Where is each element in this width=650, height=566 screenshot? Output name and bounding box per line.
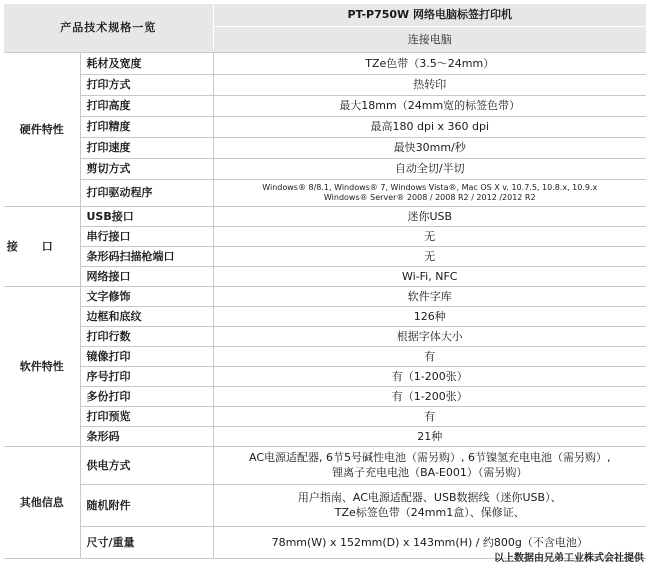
table-row (4, 137, 646, 158)
header-row (4, 4, 646, 26)
table-row (4, 346, 646, 366)
row-label: 供电方式 (80, 446, 213, 484)
row-label: 网络接口 (80, 266, 213, 286)
row-label: 文字修饰 (80, 286, 213, 306)
table-row (4, 426, 646, 446)
row-label: 串行接口 (80, 226, 213, 246)
row-label: 多份打印 (80, 386, 213, 406)
row-value: 自动全切/半切 (213, 158, 646, 179)
row-value (213, 484, 646, 526)
connection-title: 连接电脑 (213, 26, 646, 52)
table-row (4, 286, 646, 306)
row-label: 随机附件 (80, 484, 213, 526)
row-value: 无 (213, 226, 646, 246)
row-value: 有 (213, 406, 646, 426)
table-row (4, 74, 646, 95)
power-line: AC电源适配器, 6节5号碱性电池（需另购）, 6节镍氢充电电池（需另购）, (249, 451, 611, 464)
row-label: 打印方式 (80, 74, 213, 95)
table-row (4, 116, 646, 137)
row-label: 打印速度 (80, 137, 213, 158)
table-row (4, 484, 646, 526)
row-value: 根据字体大小 (213, 326, 646, 346)
row-label: 序号打印 (80, 366, 213, 386)
table-row (4, 179, 646, 206)
row-value: 有（1-200张） (213, 386, 646, 406)
driver-line: Windows® 8/8.1, Windows® 7, Windows Vista®, Mac OS X v. 10.7.5, 10.8.x, 10.9.x (262, 182, 598, 192)
row-value: 热转印 (213, 74, 646, 95)
row-label: USB接口 (80, 206, 213, 226)
row-label: 打印精度 (80, 116, 213, 137)
row-value: 无 (213, 246, 646, 266)
row-label: 条形码 (80, 426, 213, 446)
category-hardware: 硬件特性 (4, 52, 80, 206)
table-row (4, 446, 646, 484)
spec-table (4, 4, 646, 559)
table-row (4, 52, 646, 74)
row-label: 打印高度 (80, 95, 213, 116)
row-value: 迷你USB (213, 206, 646, 226)
row-label: 耗材及宽度 (80, 52, 213, 74)
row-label: 剪切方式 (80, 158, 213, 179)
row-value: TZe色带（3.5～24mm） (213, 52, 646, 74)
table-row (4, 226, 646, 246)
row-value: 软件字库 (213, 286, 646, 306)
row-value: 最快30mm/秒 (213, 137, 646, 158)
row-value: 126种 (213, 306, 646, 326)
table-row (4, 266, 646, 286)
row-value: 有（1-200张） (213, 366, 646, 386)
table-row (4, 95, 646, 116)
accessory-line: TZe标签色带（24mm1盒）、保修证、 (334, 506, 525, 519)
row-label: 打印行数 (80, 326, 213, 346)
category-other: 其他信息 (4, 446, 80, 558)
table-row (4, 386, 646, 406)
row-value: 最高180 dpi x 360 dpi (213, 116, 646, 137)
table-row (4, 326, 646, 346)
row-label: 镜像打印 (80, 346, 213, 366)
model-title: PT-P750W 网络电脑标签打印机 (213, 4, 646, 26)
row-value: 最大18mm（24mm宽的标签色带） (213, 95, 646, 116)
table-row (4, 406, 646, 426)
row-value: 78mm(W) x 152mm(D) x 143mm(H) / 约800g（不含电池） (213, 526, 646, 558)
row-value (213, 446, 646, 484)
row-value: 21种 (213, 426, 646, 446)
row-label: 条形码扫描枪端口 (80, 246, 213, 266)
row-label: 打印预览 (80, 406, 213, 426)
power-line: 锂离子充电电池（BA-E001）（需另购） (332, 466, 528, 479)
table-row (4, 366, 646, 386)
source-note: 以上数据由兄弟工业株式会社提供 (494, 553, 644, 564)
table-row (4, 206, 646, 226)
driver-line: Windows® Server® 2008 / 2008 R2 / 2012 /2012 R2 (323, 192, 536, 202)
table-title: 产品技术规格一览 (4, 4, 213, 52)
row-value (213, 179, 646, 206)
row-label: 尺寸/重量 (80, 526, 213, 558)
table-row (4, 158, 646, 179)
row-value: Wi-Fi, NFC (213, 266, 646, 286)
category-interface: 接口 (4, 206, 80, 286)
row-label: 边框和底纹 (80, 306, 213, 326)
table-row (4, 246, 646, 266)
row-label: 打印驱动程序 (80, 179, 213, 206)
accessory-line: 用户指南、AC电源适配器、USB数据线（迷你USB）、 (297, 491, 562, 504)
row-value: 有 (213, 346, 646, 366)
table-row (4, 306, 646, 326)
category-software: 软件特性 (4, 286, 80, 446)
